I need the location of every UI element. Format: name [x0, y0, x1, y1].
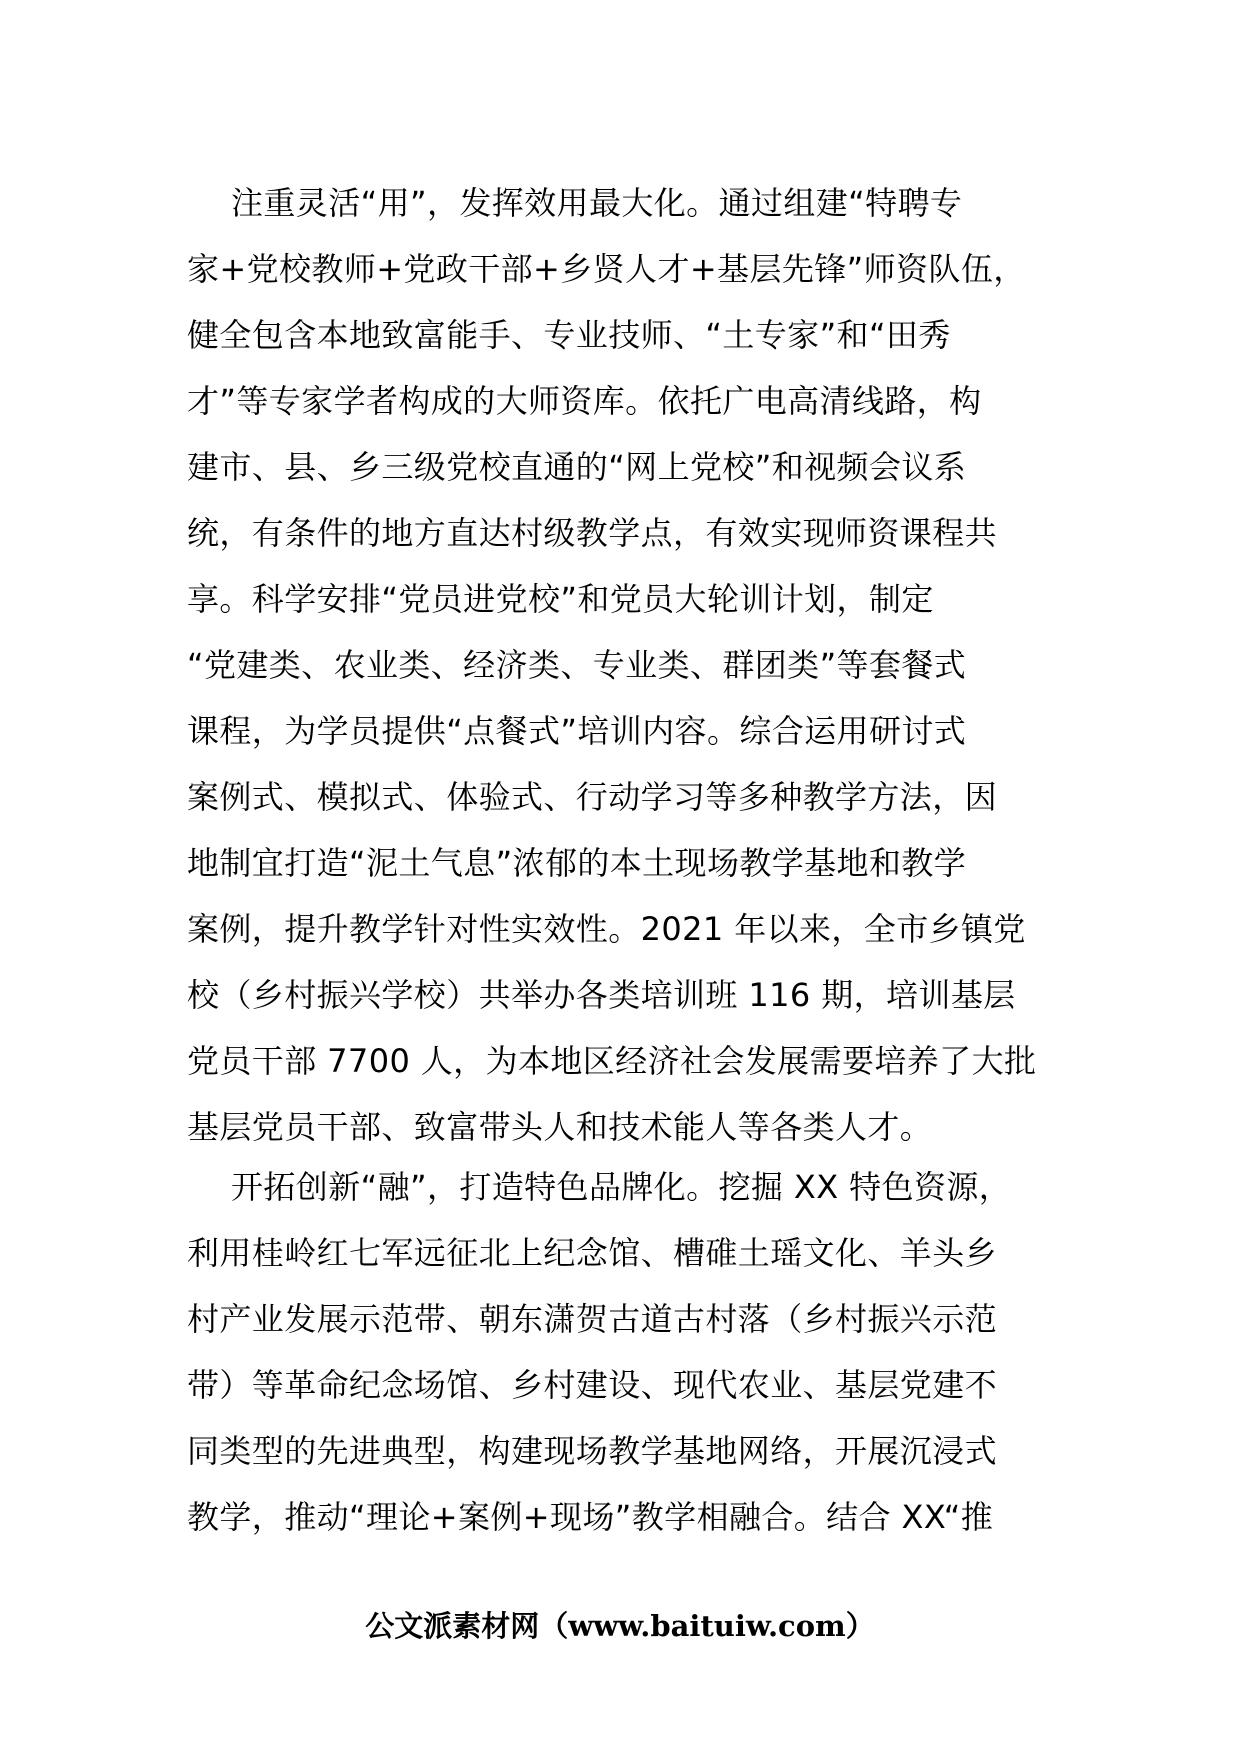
paragraph-line: 家+党校教师+党政干部+乡贤人才+基层先锋”师资队伍，	[187, 250, 1026, 288]
paragraph-line: 开拓创新“融”，打造特色品牌化。挖掘 XX 特色资源，	[231, 1168, 1012, 1206]
paragraph-training-use	[187, 170, 1087, 1160]
paragraph-line: 村产业发展示范带、朝东潇贺古道古村落（乡村振兴示范	[187, 1300, 998, 1338]
paragraph-line: 健全包含本地致富能手、专业技师、“土专家”和“田秀	[187, 316, 951, 354]
paragraph-line: 案例式、模拟式、体验式、行动学习等多种教学方法，因	[187, 778, 998, 816]
paragraph-line: 教学，推动“理论+案例+现场”教学相融合。结合 XX“推	[187, 1498, 994, 1536]
paragraph-line: 党员干部 7700 人，为本地区经济社会发展需要培养了大批	[187, 1042, 1037, 1080]
paragraph-line: 才”等专家学者构成的大师资库。依托广电高清线路，构	[187, 382, 982, 420]
paragraph-line: “党建类、农业类、经济类、专业类、群团类”等套餐式	[187, 646, 967, 684]
paragraph-line: 基层党员干部、致富带头人和技术能人等各类人才。	[187, 1108, 933, 1146]
paragraph-line: 案例，提升教学针对性实效性。2021 年以来，全市乡镇党	[187, 910, 1026, 948]
paragraph-line: 同类型的先进典型，构建现场教学基地网络，开展沉浸式	[187, 1432, 998, 1470]
paragraph-line: 课程，为学员提供“点餐式”培训内容。综合运用研讨式	[187, 712, 967, 750]
paragraph-line: 利用桂岭红七军远征北上纪念馆、槽碓土瑶文化、羊头乡	[187, 1234, 998, 1272]
paragraph-line: 地制宜打造“泥土气息”浓郁的本土现场教学基地和教学	[187, 844, 967, 882]
paragraph-innovation-fusion	[187, 1154, 1087, 1550]
paragraph-line: 注重灵活“用”，发挥效用最大化。通过组建“特聘专	[231, 184, 963, 222]
paragraph-line: 统，有条件的地方直达村级教学点，有效实现师资课程共	[187, 514, 998, 552]
paragraph-line: 建市、县、乡三级党校直通的“网上党校”和视频会议系	[187, 448, 967, 486]
paragraph-line: 享。科学安排“党员进党校”和党员大轮训计划，制定	[187, 580, 934, 618]
paragraph-line: 带）等革命纪念场馆、乡村建设、现代农业、基层党建不	[187, 1366, 998, 1404]
paragraph-line: 校（乡村振兴学校）共举办各类培训班 116 期，培训基层	[187, 976, 1016, 1014]
footer-source: 公文派素材网（www.baituiw.com）	[365, 1609, 875, 1643]
